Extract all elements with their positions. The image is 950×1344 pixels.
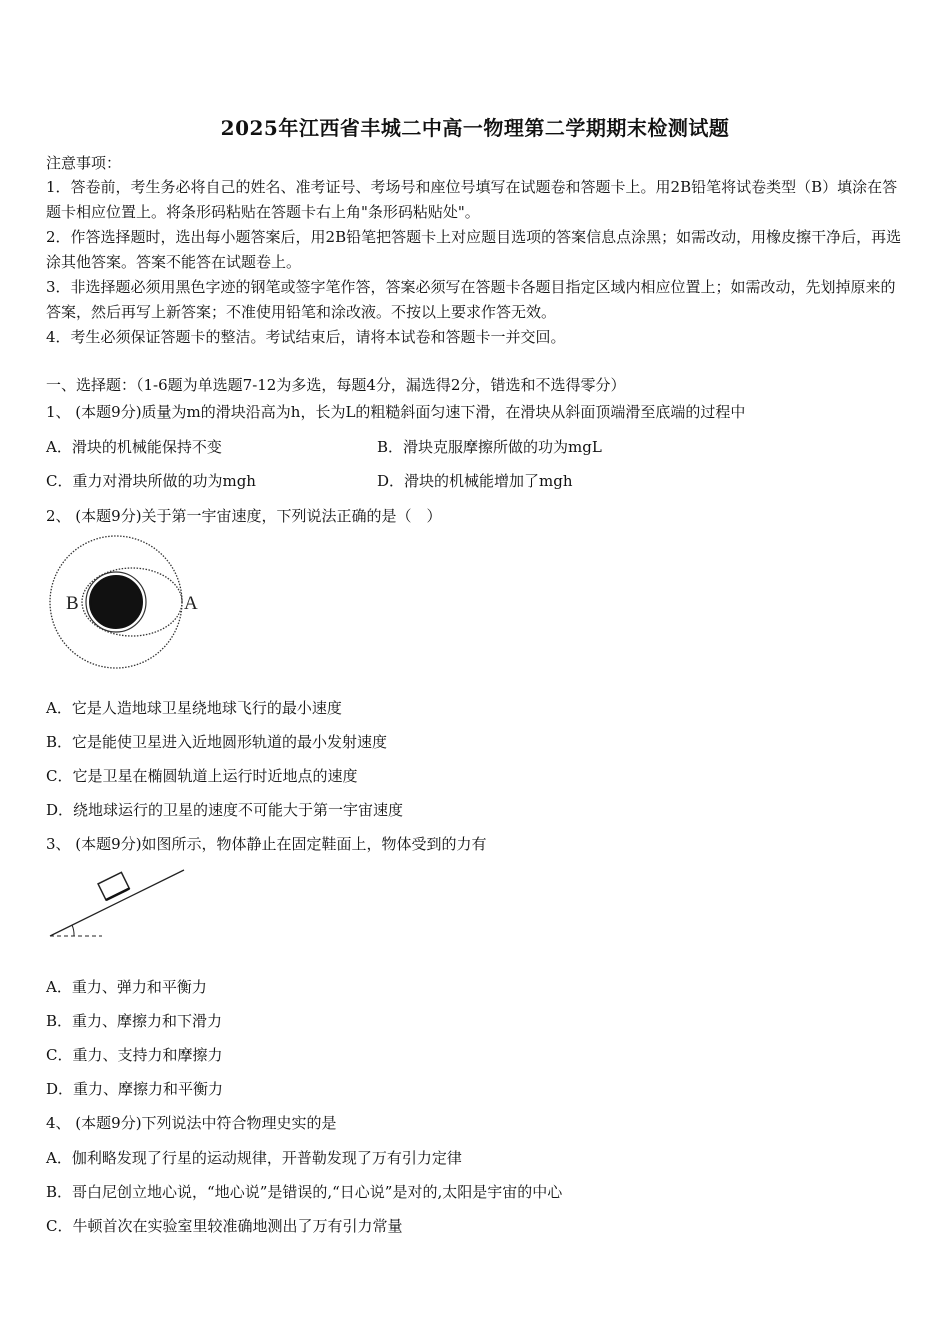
q4-stem: 4、 (本题9分)下列说法中符合物理史实的是 [46,1114,337,1132]
incline-diagram [46,864,191,944]
q1-stem: 1、 (本题9分)质量为m的滑块沿高为h，长为L的粗糙斜面匀速下滑，在滑块从斜面顶端滑至底端的过程中 [46,403,746,421]
notice-heading: 注意事项： [46,154,122,172]
notice-item-4: 4．考生必须保证答题卡的整洁。考试结束后，请将本试卷和答题卡一并交回。 [46,328,566,346]
notice-item-2: 2．作答选择题时，选出每小题答案后，用2B铅笔把答题卡上对应题目选项的答案信息点涂黑；如需改动，用橡皮擦干净后，再选涂其他答案。答案不能答在试题卷上。 [46,228,902,271]
earth-icon [90,576,142,628]
page-title: 2025年江西省丰城二中高一物理第二学期期末检测试题 [220,116,730,140]
q2-option-c[interactable]: C．它是卫星在椭圆轨道上运行时近地点的速度 [46,767,358,785]
q3-option-c[interactable]: C．重力、支持力和摩擦力 [46,1046,223,1064]
section-heading: 一、选择题：（1-6题为单选题7-12为多选，每题4分，漏选得2分，错选和不选得零分） [46,376,626,394]
angle-arc [72,925,74,936]
q1-option-b[interactable]: B．滑块克服摩擦所做的功为mgL [377,438,602,456]
q1-option-c[interactable]: C．重力对滑块所做的功为mgh [46,472,256,490]
q1-option-d[interactable]: D．滑块的机械能增加了mgh [377,472,573,490]
label-a: A [184,593,198,614]
q3-option-b[interactable]: B．重力、摩擦力和下滑力 [46,1012,223,1030]
q4-option-b[interactable]: B．哥白尼创立地心说，“地心说”是错误的,“日心说”是对的,太阳是宇宙的中心 [46,1183,563,1201]
q3-option-a[interactable]: A．重力、弹力和平衡力 [46,978,207,996]
q3-option-d[interactable]: D．重力、摩擦力和平衡力 [46,1080,224,1098]
block-icon [98,872,129,900]
notice-item-3: 3．非选择题必须用黑色字迹的钢笔或签字笔作答，答案必须写在答题卡各题目指定区域内相应位置上；如需改动，先划掉原来的答案，然后再写上新答案；不准使用铅笔和涂改液。不按以上要求作答无效。 [46,278,896,321]
q2-option-b[interactable]: B．它是能使卫星进入近地圆形轨道的最小发射速度 [46,733,388,751]
notice-item-1: 1．答卷前，考生务必将自己的姓名、准考证号、考场号和座位号填写在试题卷和答题卡上。用2B铅笔将试卷类型（B）填涂在答题卡相应位置上。将条形码粘贴在答题卡右上角"条形码粘贴处"。 [46,178,898,221]
orbit-diagram [46,534,216,674]
label-b: B [66,593,79,614]
q3-stem: 3、 (本题9分)如图所示，物体静止在固定鞋面上，物体受到的力有 [46,835,487,853]
q2-option-a[interactable]: A．它是人造地球卫星绕地球飞行的最小速度 [46,699,342,717]
q2-stem: 2、 (本题9分)关于第一宇宙速度，下列说法正确的是（ ） [46,507,442,525]
q2-option-d[interactable]: D．绕地球运行的卫星的速度不可能大于第一宇宙速度 [46,801,404,819]
q4-option-c[interactable]: C．牛顿首次在实验室里较准确地测出了万有引力常量 [46,1217,403,1235]
q4-option-a[interactable]: A．伽利略发现了行星的运动规律，开普勒发现了万有引力定律 [46,1149,462,1167]
q1-option-a[interactable]: A．滑块的机械能保持不变 [46,438,222,456]
